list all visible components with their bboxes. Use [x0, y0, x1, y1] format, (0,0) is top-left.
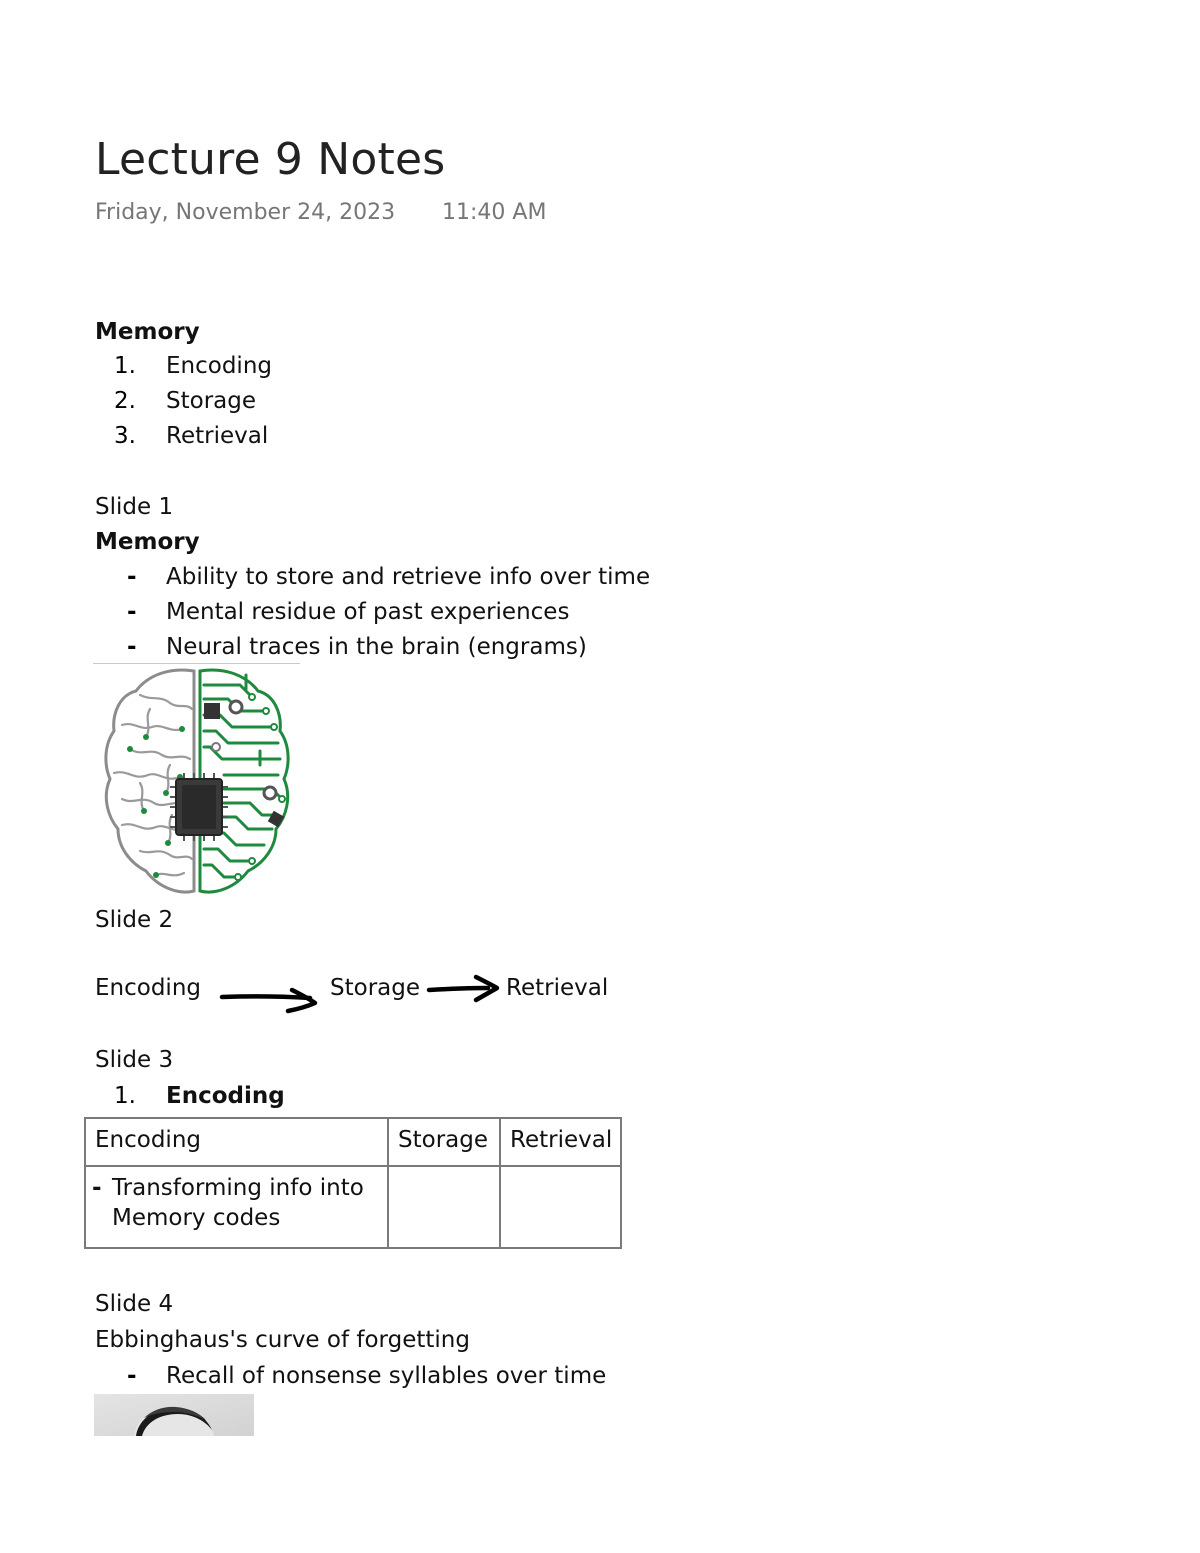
list-item: Encoding: [166, 353, 272, 379]
list-number: 1.: [114, 1083, 136, 1109]
flow-step-retrieval: Retrieval: [506, 975, 609, 1001]
bullet-dash: -: [92, 1175, 102, 1201]
brain-circuit-icon[interactable]: [100, 665, 296, 901]
list-number: 1.: [114, 353, 136, 379]
list-item: Storage: [166, 388, 256, 414]
flow-step-storage: Storage: [330, 975, 420, 1001]
note-time: 11:40 AM: [442, 200, 547, 225]
table-header-cell[interactable]: Storage: [388, 1118, 500, 1166]
table-header-row: [85, 1118, 621, 1166]
page-title[interactable]: Lecture 9 Notes: [95, 134, 446, 185]
slide-label: Slide 3: [95, 1047, 174, 1073]
list-item: Retrieval: [166, 423, 269, 449]
divider: [93, 663, 300, 664]
list-number: 3.: [114, 423, 136, 449]
bullet-item: Ability to store and retrieve info over time: [166, 564, 651, 590]
cell-text: Transforming info into: [112, 1175, 364, 1201]
list-number: 2.: [114, 388, 136, 414]
bullet-item: Mental residue of past experiences: [166, 599, 570, 625]
portrait-photo-icon[interactable]: [94, 1394, 254, 1436]
note-date: Friday, November 24, 2023: [95, 200, 396, 225]
list-item: Encoding: [166, 1083, 285, 1109]
bullet-item: Recall of nonsense syllables over time: [166, 1363, 607, 1389]
flow-step-encoding: Encoding: [95, 975, 201, 1001]
bullet-dash: -: [127, 634, 137, 660]
table-header-cell[interactable]: Encoding: [85, 1118, 388, 1166]
arrow-right-icon: [426, 972, 502, 1004]
slide-heading: Memory: [95, 529, 200, 555]
section-heading-memory: Memory: [95, 319, 200, 345]
slide-label: Slide 2: [95, 907, 174, 933]
bullet-dash: -: [127, 599, 137, 625]
bullet-dash: -: [127, 564, 137, 590]
table-cell[interactable]: [85, 1166, 388, 1248]
cell-text: Memory codes: [112, 1205, 281, 1231]
table-cell[interactable]: [500, 1166, 621, 1248]
table-row: [85, 1166, 621, 1248]
slide-heading: Ebbinghaus's curve of forgetting: [95, 1327, 470, 1353]
table-cell[interactable]: [388, 1166, 500, 1248]
slide-label: Slide 4: [95, 1291, 174, 1317]
table-header-cell[interactable]: Retrieval: [500, 1118, 621, 1166]
arrow-right-icon: [218, 986, 322, 1016]
bullet-dash: -: [127, 1363, 137, 1389]
memory-stages-table: [84, 1117, 622, 1249]
bullet-item: Neural traces in the brain (engrams): [166, 634, 587, 660]
slide-label: Slide 1: [95, 494, 174, 520]
